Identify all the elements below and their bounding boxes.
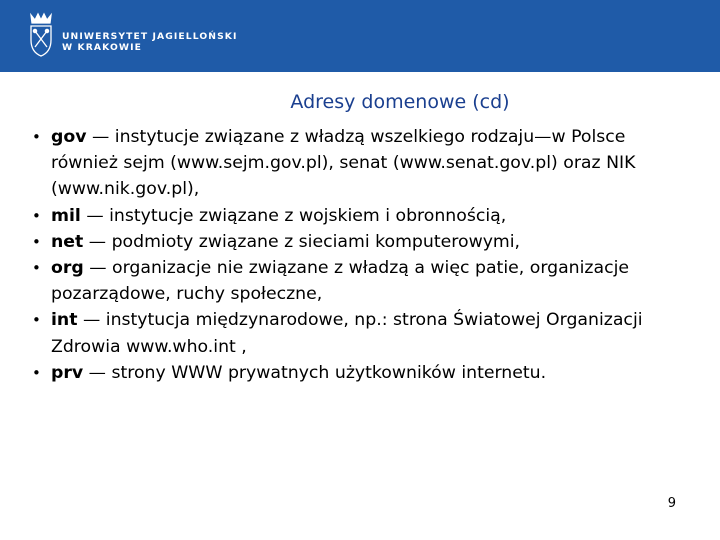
bullet-item-prv [30, 360, 690, 386]
bullet-term: int [51, 310, 78, 331]
bullet-term: org [51, 258, 84, 279]
bullet-text: — strony WWW prywatnych użytkowników internetu. [83, 362, 547, 383]
university-name-line1: UNIWERSYTET JAGIELLOŃSKI [62, 31, 238, 42]
bullet-text: — instytucje związane z władzą wszelkiego rodzaju—w Polsce również sejm (www.sejm.gov.pl), senat (www.senat.gov.pl) oraz NIK (www.nik.gov.pl), [51, 127, 636, 200]
bullet-item-org [30, 255, 690, 307]
university-name-line2: W KRAKOWIE [62, 42, 142, 53]
bullet-text: — podmioty związane z sieciami komputerowymi, [83, 231, 521, 252]
bullet-text: — organizacje nie związane z władzą a więc patie, organizacje pozarządowe, ruchy społeczne, [51, 258, 630, 305]
page-number: 9 [667, 496, 676, 511]
bullet-item-net [30, 229, 690, 255]
bullet-text: — instytucje związane z wojskiem i obronnością, [80, 205, 507, 226]
bullet-item-gov [30, 124, 690, 203]
bullet-marker: • [32, 311, 41, 330]
bullet-item-int [30, 307, 690, 359]
university-name [62, 31, 238, 53]
bullet-list [30, 124, 690, 386]
university-logo [28, 10, 238, 58]
bullet-item-mil [30, 203, 690, 229]
bullet-text: — instytucja międzynarodowe, np.: strona Światowej Organizacji Zdrowia www.who.int , [51, 310, 643, 357]
bullet-term: prv [51, 362, 84, 383]
header-band [0, 0, 720, 72]
bullet-term: net [51, 231, 84, 252]
bullet-marker: • [32, 363, 41, 382]
slide-title: Adresy domenowe (cd) [290, 91, 510, 113]
university-crest-icon [28, 10, 54, 58]
bullet-marker: • [32, 206, 41, 225]
bullet-marker: • [32, 259, 41, 278]
bullet-marker: • [32, 128, 41, 146]
bullet-term: gov [51, 127, 87, 147]
bullet-marker: • [32, 232, 41, 251]
bullet-term: mil [51, 205, 81, 226]
